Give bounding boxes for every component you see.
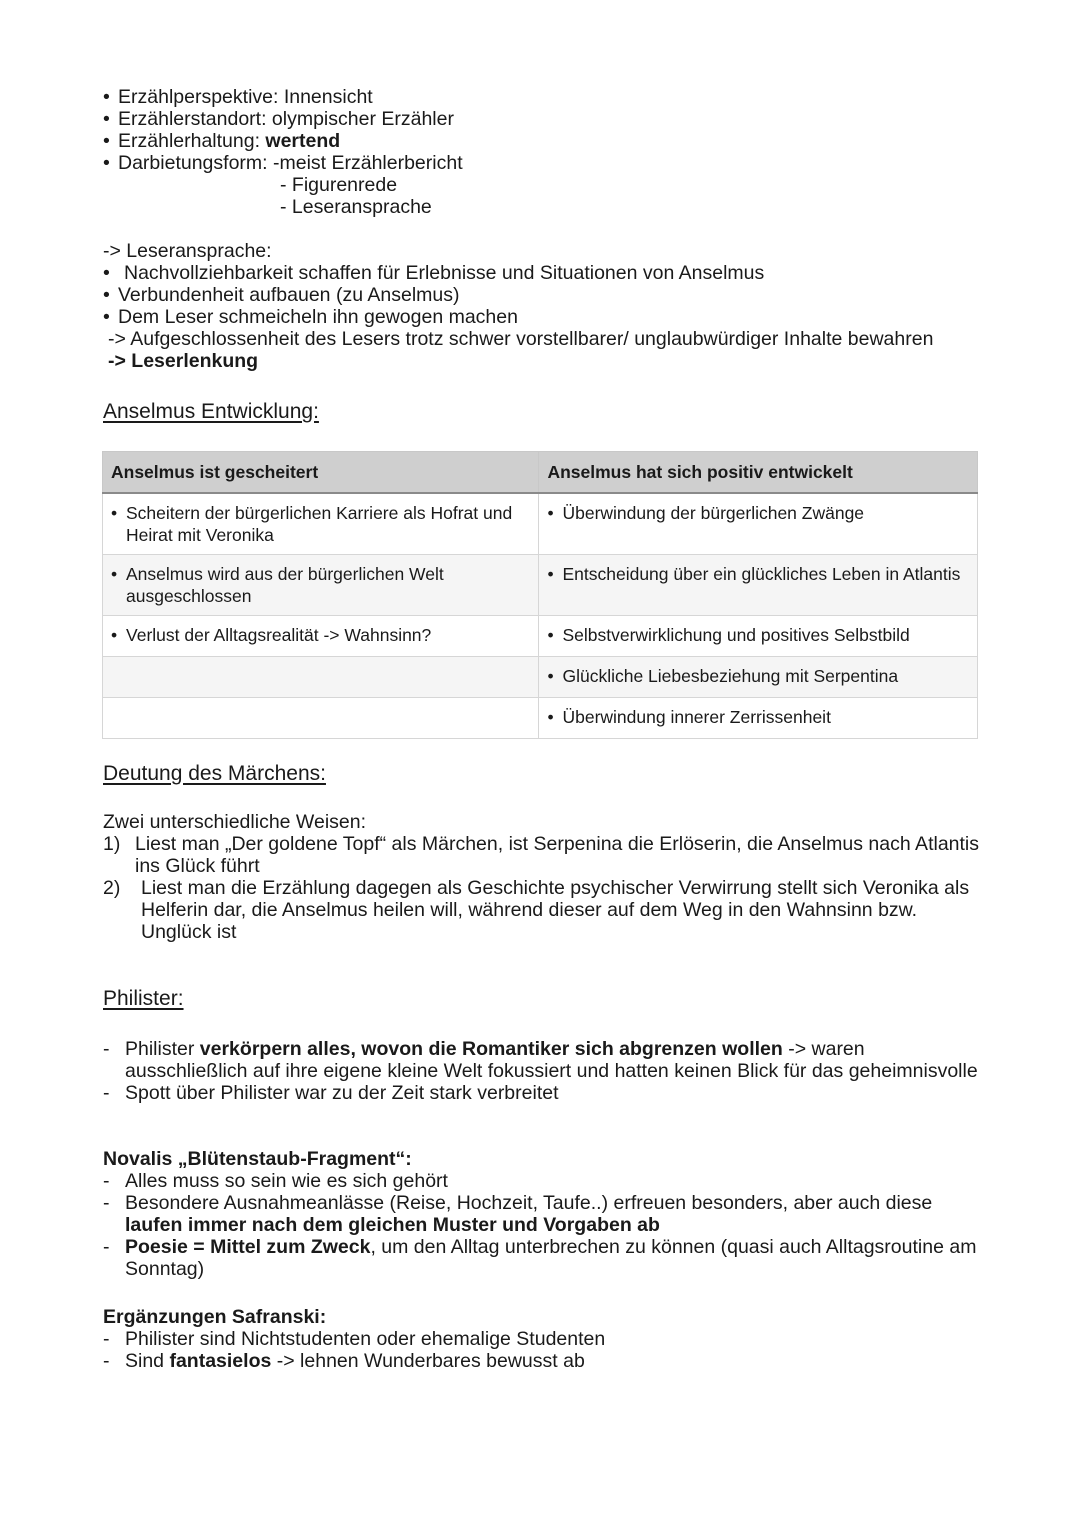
list-item: - Spott über Philister war zu der Zeit stark verbreitet xyxy=(103,1082,559,1104)
table-row xyxy=(103,698,978,739)
table-cell: • Verlust der Alltagsrealität -> Wahnsinn? xyxy=(103,616,539,657)
novalis-heading: Novalis „Blütenstaub-Fragment“: xyxy=(103,1148,412,1170)
entwicklung-table xyxy=(102,451,978,739)
heading-philister: Philister: xyxy=(103,987,184,1010)
table-cell: • Überwindung innerer Zerrissenheit xyxy=(539,698,978,739)
list-item: • Erzählperspektive: Innensicht xyxy=(103,86,373,108)
table-row xyxy=(103,493,978,555)
list-item: - Alles muss so sein wie es sich gehört xyxy=(103,1170,448,1192)
heading-deutung: Deutung des Märchens: xyxy=(103,762,326,785)
narrative-list xyxy=(103,86,980,218)
table-header-cell: Anselmus ist gescheitert xyxy=(103,452,539,494)
philister-block xyxy=(103,1038,980,1104)
table-cell: • Anselmus wird aus der bürgerlichen Welt ausgeschlossen xyxy=(103,555,539,616)
list-item: • Erzählerhaltung: wertend xyxy=(103,130,341,152)
table-header-row xyxy=(103,452,978,494)
safranski-block xyxy=(103,1306,980,1372)
list-item: • Erzählerstandort: olympischer Erzähler xyxy=(103,108,454,130)
arrow-line: -> Aufgeschlossenheit des Lesers trotz schwer vorstellbarer/ unglaubwürdiger Inhalte bewahren xyxy=(108,328,934,350)
list-subitem: - Figurenrede xyxy=(280,174,398,196)
table-cell: • Entscheidung über ein glückliches Leben in Atlantis xyxy=(539,555,978,616)
numbered-item: 1) Liest man „Der goldene Topf“ als Märchen, ist Serpenina die Erlöserin, die Anselmus nach Atlantis ins Glück führt xyxy=(103,833,980,877)
list-item: - Poesie = Mittel zum Zweck, um den Alltag unterbrechen zu können (quasi auch Alltagsroutine am Sonntag) xyxy=(103,1236,977,1280)
table-cell xyxy=(103,698,539,739)
table-row xyxy=(103,555,978,616)
heading-entwicklung: Anselmus Entwicklung: xyxy=(103,400,319,423)
table-row xyxy=(103,616,978,657)
table-cell xyxy=(103,657,539,698)
table-cell: • Scheitern der bürgerlichen Karriere als Hofrat und Heirat mit Veronika xyxy=(103,493,539,555)
table-cell: • Selbstverwirklichung und positives Selbstbild xyxy=(539,616,978,657)
list-item: • Nachvollziehbarkeit schaffen für Erlebnisse und Situationen von Anselmus xyxy=(103,262,765,284)
list-item: - Philister sind Nichtstudenten oder ehemalige Studenten xyxy=(103,1328,606,1350)
numbered-item: 2) Liest man die Erzählung dagegen als Geschichte psychischer Verwirrung stellt sich Veronika als Helferin dar, die Anselmus heilen will, während dieser auf dem Weg in den Wahnsinn bzw. Unglück ist xyxy=(103,877,970,943)
deutung-intro: Zwei unterschiedliche Weisen: xyxy=(103,811,367,833)
table-cell: • Glückliche Liebesbeziehung mit Serpentina xyxy=(539,657,978,698)
section-intro: -> Leseransprache: xyxy=(103,240,272,262)
deutung-block xyxy=(103,811,980,943)
list-subitem: - Leseransprache xyxy=(280,196,432,218)
list-item: • Verbundenheit aufbauen (zu Anselmus) xyxy=(103,284,460,306)
list-item: • Darbietungsform: -meist Erzählerbericht xyxy=(103,152,463,174)
safranski-heading: Ergänzungen Safranski: xyxy=(103,1306,327,1328)
leseransprache-block xyxy=(103,240,980,372)
list-item: • Dem Leser schmeicheln ihn gewogen machen xyxy=(103,306,518,328)
novalis-block xyxy=(103,1148,980,1280)
table-header-cell: Anselmus hat sich positiv entwickelt xyxy=(539,452,978,494)
table-row xyxy=(103,657,978,698)
table-cell: • Überwindung der bürgerlichen Zwänge xyxy=(539,493,978,555)
list-item: - Besondere Ausnahmeanlässe (Reise, Hochzeit, Taufe..) erfreuen besonders, aber auch diese laufen immer nach dem gleichen Muster und Vorgaben ab xyxy=(103,1192,933,1236)
list-item: - Philister verkörpern alles, wovon die Romantiker sich abgrenzen wollen -> waren ausschließlich auf ihre eigene kleine Welt fokussiert und hatten keinen Blick für das geheimnisvolle xyxy=(103,1038,978,1082)
list-item: - Sind fantasielos -> lehnen Wunderbares bewusst ab xyxy=(103,1350,585,1372)
arrow-line-bold: -> Leserlenkung xyxy=(108,350,259,372)
